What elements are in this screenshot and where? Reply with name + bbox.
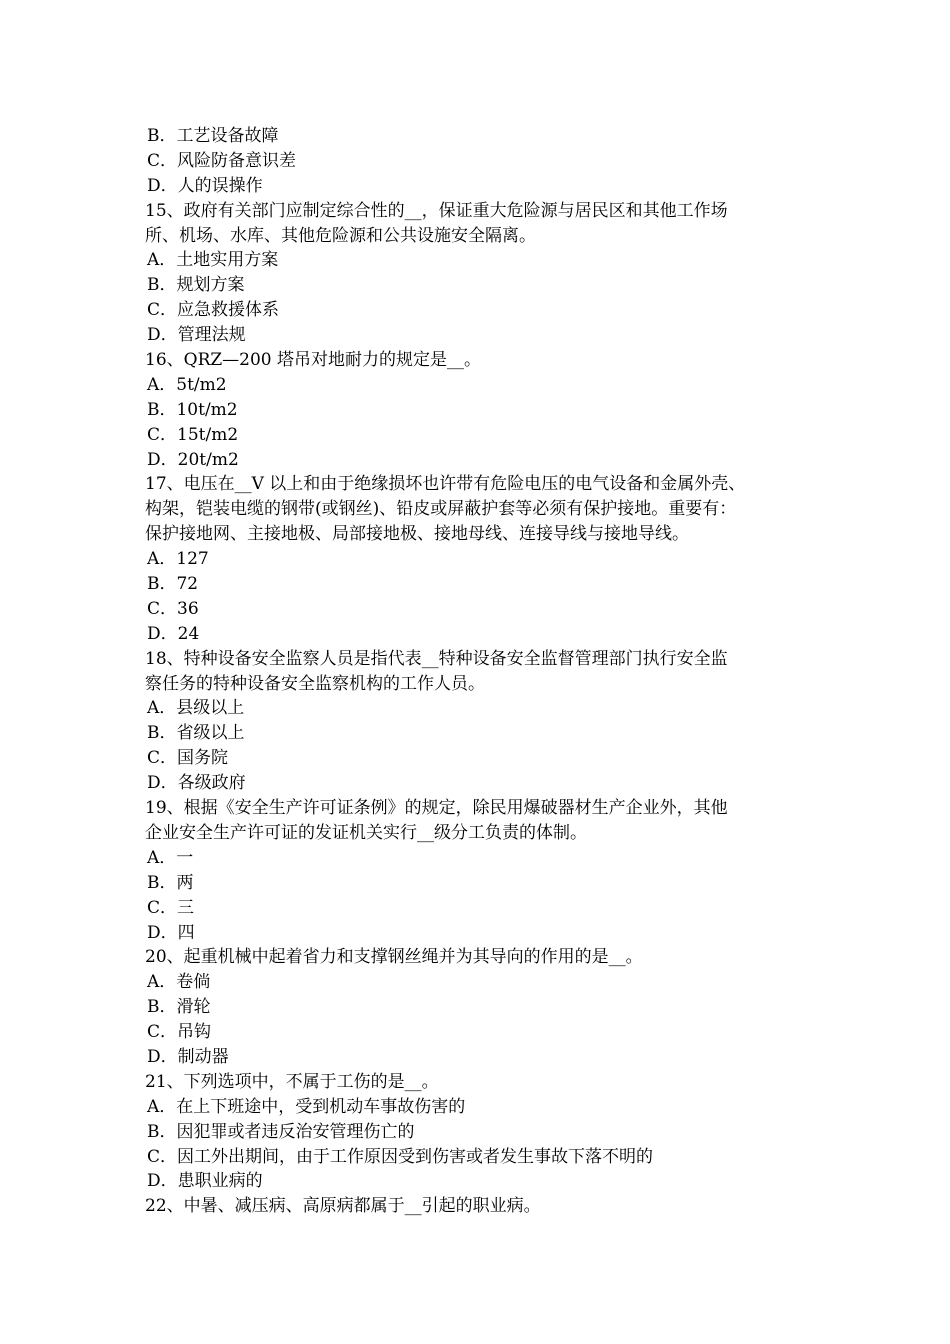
answer-option-line: D．24 [147,623,200,644]
answer-option-line: A．土地实用方案 [147,250,279,271]
answer-option-line: B．两 [147,872,194,893]
answer-option-line: B．滑轮 [147,997,211,1018]
question-text-line: 17、电压在__V 以上和由于绝缘损坏也许带有危险电压的电气设备和金属外壳、 [145,474,746,495]
question-text-line: 察任务的特种设备安全监察机构的工作人员。 [145,673,485,694]
answer-option-line: C．国务院 [147,748,229,769]
answer-option-line: C．应急救援体系 [147,300,280,321]
answer-option-line: A．127 [147,549,209,570]
answer-option-line: A．在上下班途中，受到机动车事故伤害的 [147,1096,466,1117]
question-text-line: 所、机场、水库、其他危险源和公共设施安全隔离。 [145,225,536,246]
answer-option-line: C．36 [147,598,199,619]
question-text-line: 构架，铠装电缆的钢带(或钢丝)、铅皮或屏蔽护套等必须有保护接地。重要有： [145,499,737,520]
question-text-line: 20、起重机械中起着省力和支撑钢丝绳并为其导向的作用的是__。 [145,947,643,968]
answer-option-line: C．风险防备意识差 [147,150,297,171]
question-text-line: 企业安全生产许可证的发证机关实行__级分工负责的体制。 [145,822,587,843]
answer-option-line: A．县级以上 [147,698,245,719]
answer-option-line: D．管理法规 [147,325,246,346]
answer-option-line: D．各级政府 [147,773,246,794]
answer-option-line: B．工艺设备故障 [147,126,279,146]
question-text-line: 18、特种设备安全监察人员是指代表__特种设备安全监督管理部门执行安全监 [145,648,728,669]
answer-option-line: B．10t/m2 [147,399,238,420]
answer-option-line: B．因犯罪或者违反治安管理伤亡的 [147,1121,415,1142]
answer-option-line: A．5t/m2 [147,374,227,395]
answer-option-line: D．人的误操作 [147,175,263,196]
answer-option-line: D．患职业病的 [147,1171,263,1192]
answer-option-line: B．省级以上 [147,723,245,744]
answer-option-line: C．15t/m2 [147,424,239,445]
answer-option-line: C．吊钩 [147,1022,212,1043]
question-text-line: 21、下列选项中，不属于工伤的是__。 [145,1071,439,1092]
question-text-line: 16、QRZ—200 塔吊对地耐力的规定是__。 [145,350,482,371]
question-text-line: 保护接地网、主接地极、局部接地极、接地母线、连接导线与接地导线。 [145,524,689,545]
answer-option-line: B．规划方案 [147,275,245,296]
answer-option-line: D．制动器 [147,1046,229,1067]
answer-option-line: B．72 [147,574,199,595]
answer-option-line: A．卷倘 [147,972,211,993]
question-text-line: 22、中暑、减压病、高原病都属于__引起的职业病。 [145,1196,541,1217]
answer-option-line: D．20t/m2 [147,449,239,470]
answer-option-line: D．四 [147,922,195,943]
answer-option-line: A．一 [147,847,194,868]
answer-option-line: C．三 [147,897,195,918]
answer-option-line: C．因工外出期间，由于工作原因受到伤害或者发生事故下落不明的 [147,1146,654,1167]
exam-text-body [145,124,825,1219]
question-text-line: 19、根据《安全生产许可证条例》的规定，除民用爆破器材生产企业外，其他 [145,798,728,819]
question-text-line: 15、政府有关部门应制定综合性的__，保证重大危险源与居民区和其他工作场 [145,200,728,221]
